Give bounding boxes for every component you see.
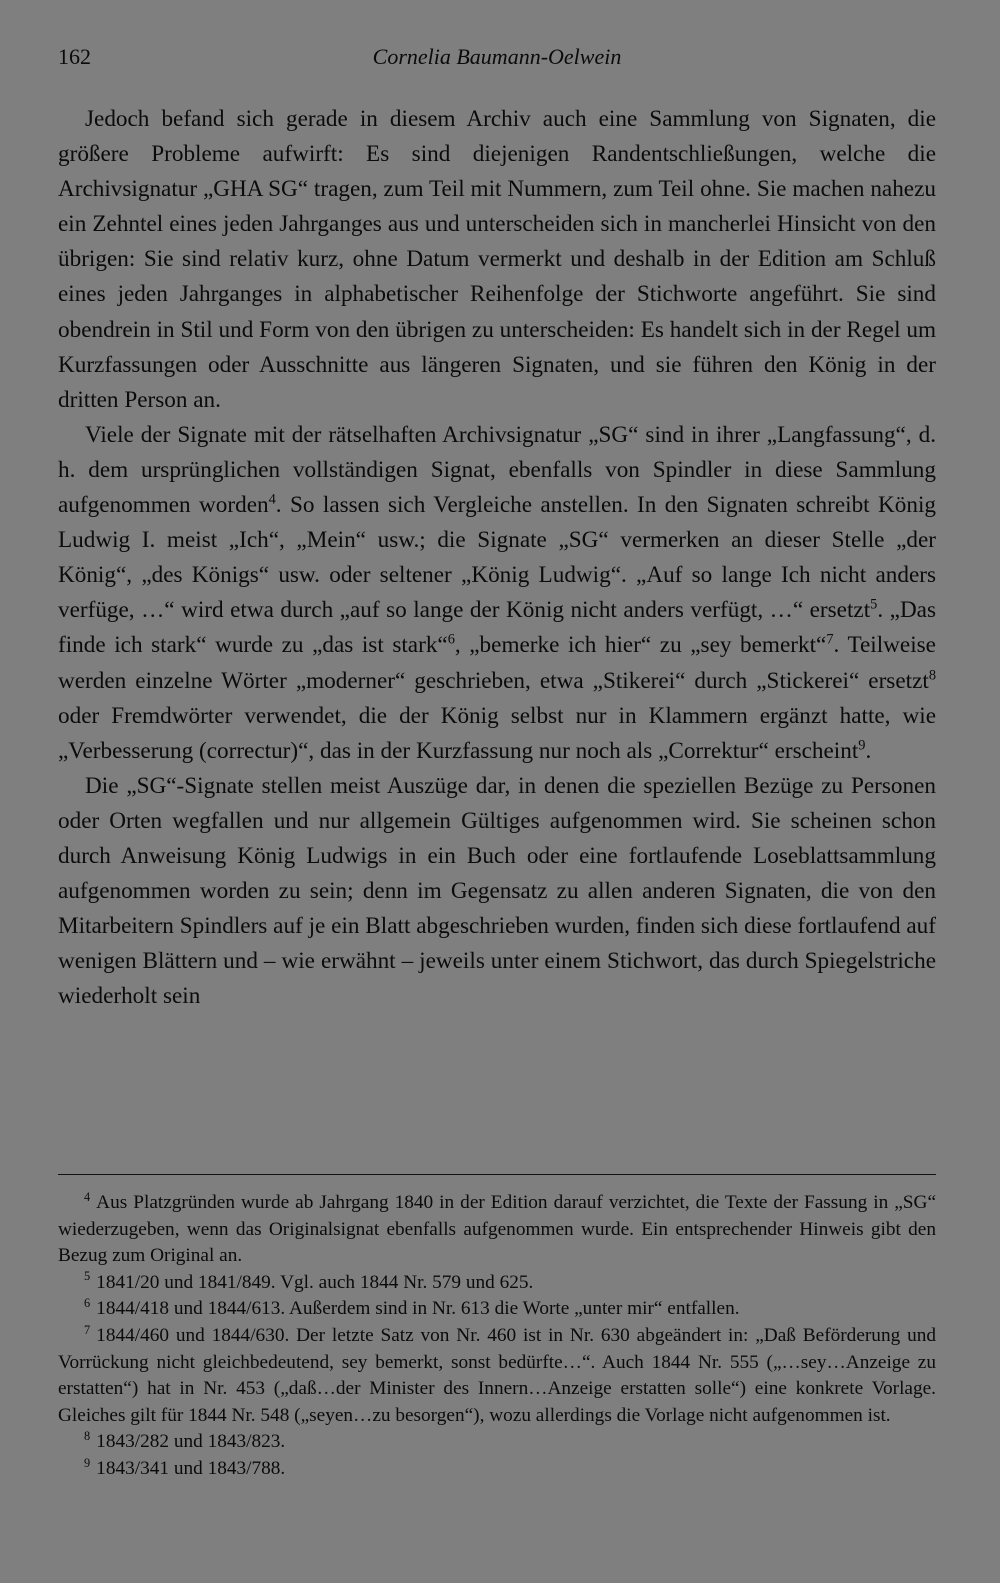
footnote-7 [58, 1323, 936, 1429]
footnote-separator [58, 1174, 936, 1175]
paragraph-1: Jedoch befand sich gerade in diesem Archiv auch eine Sammlung von Signaten, die größere Probleme aufwirft: Es sind diejenigen Randentschließungen, welche die Archivsignatur „GHA SG“ tragen, zum Teil mit Nummern, zum Teil ohne. Sie machen nahezu ein Zehntel eines jeden Jahrganges aus und unterscheiden sich in mancherlei Hinsicht von den übrigen: Sie sind relativ kurz, ohne Datum vermerkt und deshalb in der Edition am Schluß eines jeden Jahrganges in alphabetischer Reihenfolge der Stichworte angeführt. Sie sind obendrein in Stil und Form von den übrigen zu unterscheiden: Es handelt sich in der Regel um Kurzfassungen oder Ausschnitte aus längeren Signaten, und sie führen den König in der dritten Person an. [58, 106, 936, 413]
footnote-ref-9: 9 [858, 736, 866, 753]
footnote-ref-8: 8 [928, 666, 936, 683]
paragraph-2 [58, 418, 936, 769]
paragraph-2-text: . [865, 737, 872, 764]
footnote-number: 4 [84, 1189, 91, 1204]
page-header [58, 40, 936, 74]
paragraph-2-text: , „bemerke ich hier“ zu „sey bemerkt“ [454, 632, 827, 659]
footnote-9 [58, 1456, 936, 1483]
footnote-text: 1843/282 und 1843/823. [96, 1431, 286, 1453]
page-number: 162 [58, 44, 91, 69]
running-head: Cornelia Baumann-Oelwein [372, 44, 622, 69]
paragraph-2-text: Viele der Signate mit der rätselhaften Archivsignatur „SG“ sind in ihrer „Langfassung“, d. h. dem ursprünglichen vollständigen Signat, ebenfalls von Spindler in diese Sammlung aufgenommen worden [58, 421, 936, 519]
footnote-number: 8 [84, 1428, 91, 1443]
footnote-text: 1844/418 und 1844/613. Außerdem sind in Nr. 613 die Worte „unter mir“ entfallen. [96, 1298, 740, 1320]
paragraph-2-text: . Teilweise werden einzelne Wörter „moderner“ geschrieben, etwa „Stikerei“ durch „Stickerei“ ersetzt [58, 632, 936, 694]
paragraph-3: Die „SG“-Signate stellen meist Auszüge dar, in denen die speziellen Bezüge zu Personen oder Orten wegfallen und nur allgemein Gültiges aufgenommen wird. Sie scheinen schon durch Anweisung König Ludwigs in ein Buch oder eine fortlaufende Loseblattsammlung aufgenommen worden zu sein; denn im Gegensatz zu allen anderen Signaten, die von den Mitarbeitern Spindlers auf je ein Blatt abgeschrieben wurden, finden sich diese fortlaufend auf wenigen Blättern und – wie erwähnt – jeweils unter einem Stichwort, das durch Spiegelstriche wiederholt sein [58, 772, 936, 1010]
footnote-text: 1843/341 und 1843/788. [96, 1457, 286, 1479]
footnote-ref-6: 6 [447, 631, 455, 648]
footnote-text: Aus Platzgründen wurde ab Jahrgang 1840 in der Edition darauf verzichtet, die Texte der Fassung in „SG“ wiederzugeben, wenn das Originalsignat ebenfalls aufgenommen wurde. Ein entsprechender Hinweis gibt den Bezug zum Original an. [58, 1192, 936, 1267]
footnotes [58, 1190, 936, 1483]
footnote-number: 6 [84, 1295, 91, 1310]
paragraph-2-text: . „Das finde ich stark“ wurde zu „das ist stark“ [58, 597, 936, 659]
footnote-4 [58, 1190, 936, 1270]
footnote-text: 1844/460 und 1844/630. Der letzte Satz von Nr. 460 ist in Nr. 630 abgeändert in: „Daß Beförderung und Vorrückung nicht gleichbedeutend, sey bemerkt, sonst bedürfte…“. Auch 1844 Nr. 555 („…sey…Anzeige zu erstatten“) hat in Nr. 453 („daß…der Minister des Innern…Anzeige erstatten solle“) eine konkrete Vorlage. Gleiches gilt für 1844 Nr. 548 („seyen…zu besorgen“), wozu allerdings die Vorlage nicht aufgenommen ist. [58, 1324, 936, 1426]
footnote-number: 5 [84, 1269, 91, 1284]
footnote-ref-7: 7 [826, 631, 834, 648]
footnote-number: 9 [84, 1455, 91, 1470]
footnote-ref-5: 5 [870, 596, 878, 613]
paragraph-2-text: oder Fremdwörter verwendet, die der König selbst nur in Klammern ergänzt hatte, wie „Verbesserung (correctur)“, das in der Kurzfassung nur noch als „Correktur“ erscheint [58, 702, 936, 764]
paragraph-2-text: . So lassen sich Vergleiche anstellen. In den Signaten schreibt König Ludwig I. meist „Ich“, „Mein“ usw.; die Signate „SG“ vermerken an dieser Stelle „der König“, „des Königs“ usw. oder seltener „König Ludwig“. „Auf so lange Ich nicht anders verfüge, …“ wird etwa durch „auf so lange der König nicht anders verfügt, …“ ersetzt [58, 492, 936, 624]
main-text [58, 102, 936, 1014]
footnote-5 [58, 1270, 936, 1297]
footnote-6 [58, 1296, 936, 1323]
footnote-number: 7 [84, 1322, 91, 1337]
footnote-8 [58, 1429, 936, 1456]
footnote-text: 1841/20 und 1841/849. Vgl. auch 1844 Nr. 579 und 625. [96, 1271, 534, 1293]
footnote-ref-4: 4 [268, 491, 276, 508]
